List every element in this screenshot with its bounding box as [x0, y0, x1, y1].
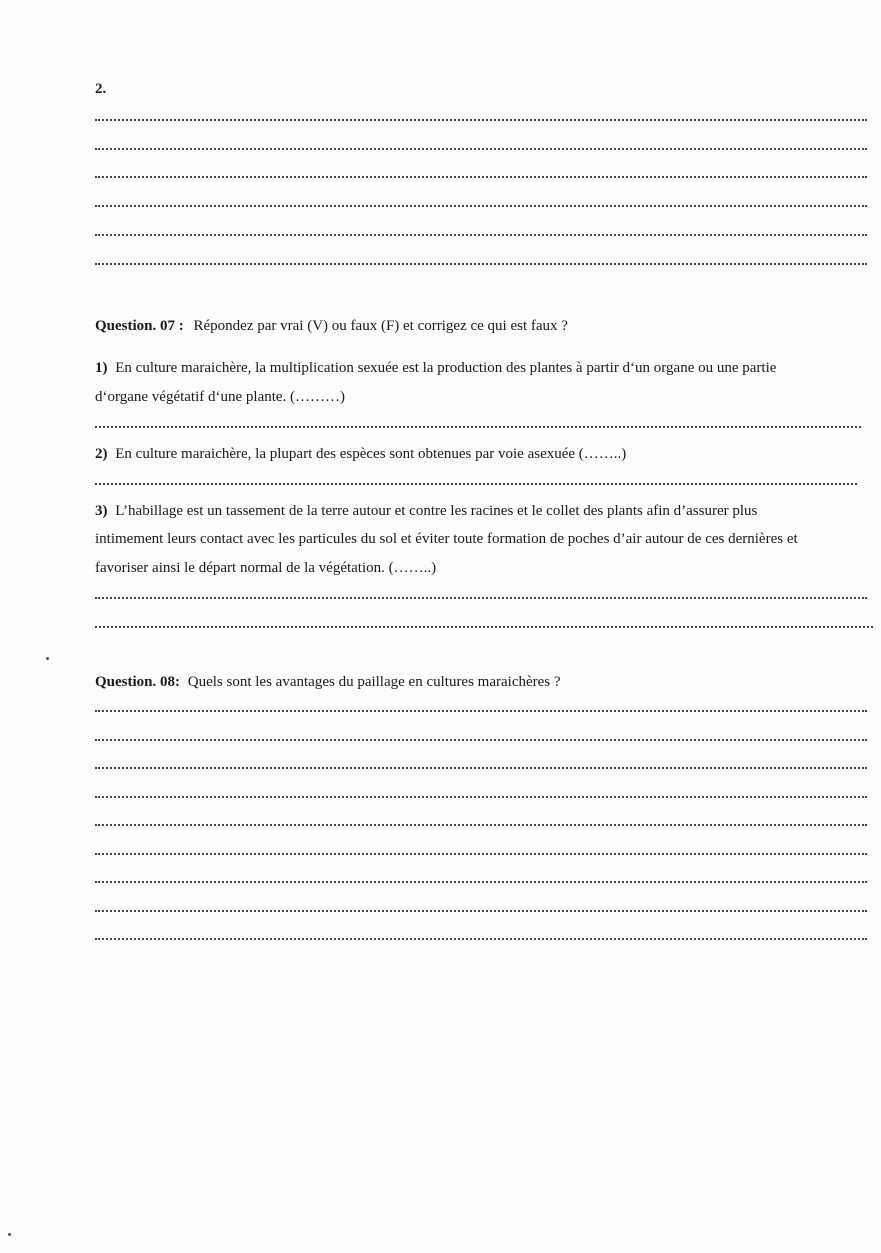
question-08-heading	[95, 673, 561, 691]
scan-speck	[8, 1233, 11, 1236]
q07-item-3-line-2: intimement leurs contact avec les particules du sol et éviter toute formation de poches d’air autour de ces dernières et	[95, 531, 798, 547]
answer-line	[95, 708, 867, 712]
answer-line	[95, 232, 867, 236]
q07-item-1-number: 1)	[95, 360, 108, 376]
answer-line	[95, 822, 867, 826]
question-08-title: Question. 08:	[95, 674, 181, 690]
question-08-prompt: Quels sont les avantages du paillage en cultures maraichères ?	[187, 674, 561, 690]
q07-item-3-line-3: favoriser ainsi le départ normal de la végétation. (……..)	[95, 560, 437, 576]
answer-line	[95, 117, 867, 121]
q07-item-2-line-1	[95, 445, 626, 463]
answer-line	[95, 595, 867, 599]
answer-line	[95, 879, 867, 883]
answer-line	[95, 794, 867, 798]
question-07-heading	[95, 317, 568, 335]
answer-line	[95, 765, 867, 769]
q07-item-2-text-1: En culture maraichère, la plupart des espèces sont obtenues par voie asexuée (……..)	[115, 446, 627, 462]
q07-item-2-number: 2)	[95, 446, 108, 462]
section-2-label: 2.	[95, 81, 107, 97]
answer-line	[95, 851, 867, 855]
answer-line	[95, 624, 873, 628]
answer-line	[95, 261, 867, 265]
q07-item-1-line-2: d‘organe végétatif d‘une plante. (………)	[95, 389, 346, 405]
answer-line	[95, 203, 867, 207]
answer-line	[95, 424, 861, 428]
question-07-title: Question. 07 :	[95, 318, 184, 334]
answer-line	[95, 737, 867, 741]
answer-line	[95, 174, 867, 178]
answer-line	[95, 146, 867, 150]
answer-line	[95, 936, 867, 940]
question-07-prompt: Répondez par vrai (V) ou faux (F) et corrigez ce qui est faux ?	[193, 318, 568, 334]
q07-item-1-text-1: En culture maraichère, la multiplication sexuée est la production des plantes à partir d‘un organe ou une partie	[115, 360, 777, 376]
answer-line	[95, 908, 867, 912]
q07-item-3-line-1	[95, 502, 757, 520]
q07-item-3-text-1: L’habillage est un tassement de la terre autour et contre les racines et le collet des plants afin d’assurer plus	[115, 503, 758, 519]
answer-line	[95, 481, 857, 485]
scan-speck	[46, 657, 49, 660]
q07-item-1-line-1	[95, 359, 776, 377]
q07-item-3-number: 3)	[95, 503, 108, 519]
